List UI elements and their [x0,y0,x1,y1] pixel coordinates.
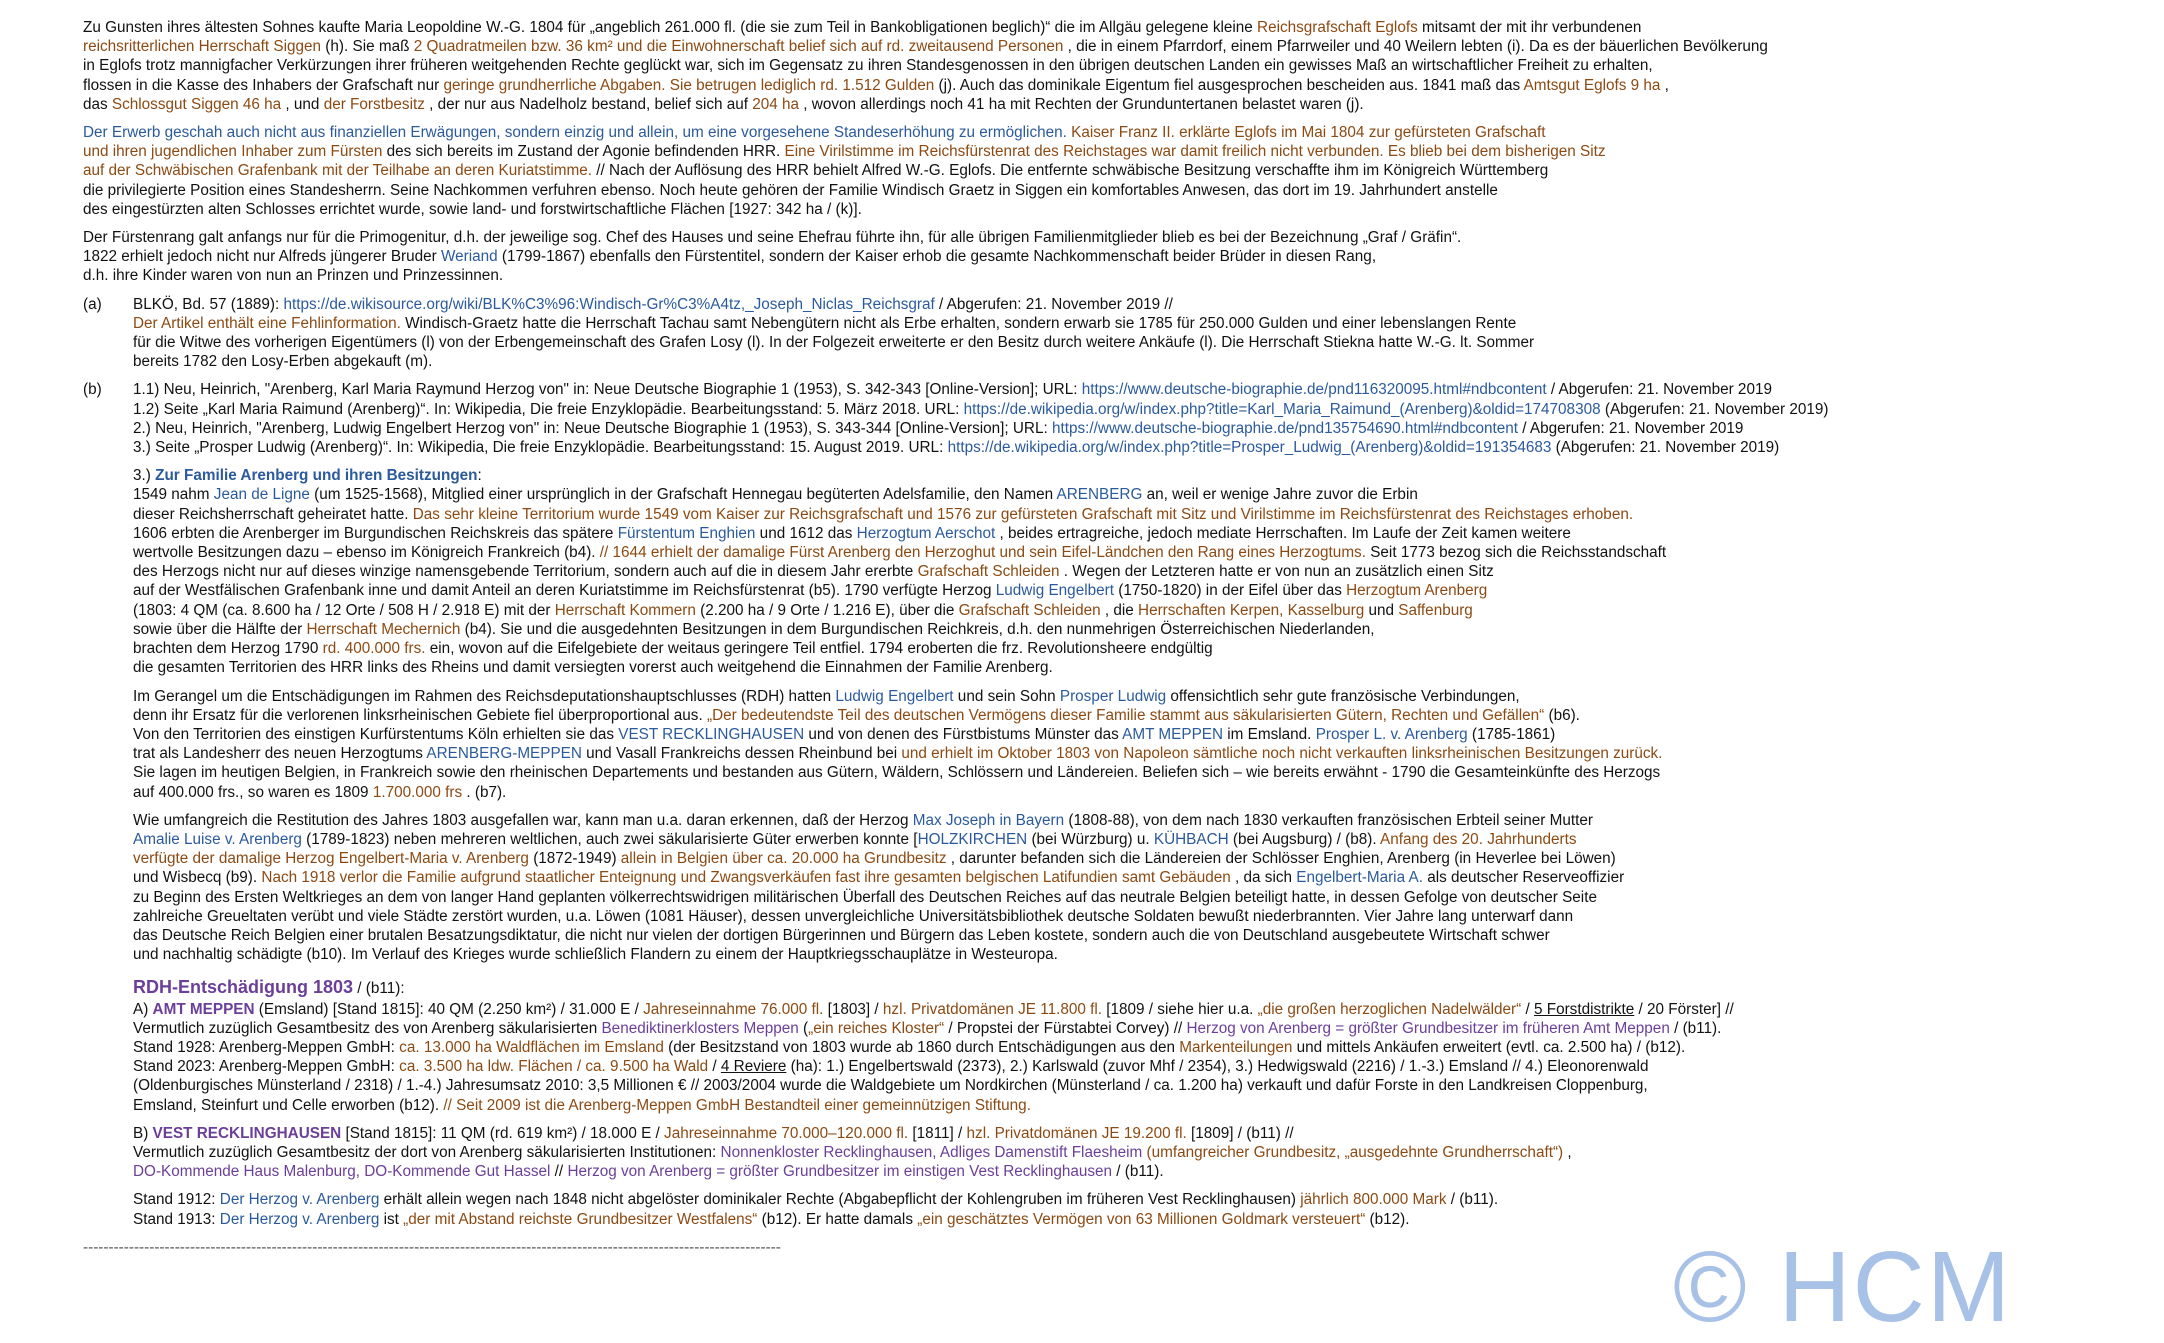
text-segment: DO-Kommende Haus Malenburg, DO-Kommende Gut Hassel [133,1163,551,1181]
text-segment: Stand 2023: Arenberg-Meppen GmbH: [133,1058,400,1076]
text-line [133,601,2143,620]
text-segment: Weriand [441,248,498,266]
text-line [133,1096,2143,1115]
text-segment: / [1521,1000,1534,1018]
text-segment: Stand 1912: [133,1191,220,1209]
text-line [133,658,2143,677]
text-segment: dieser Reichsherrschaft geheiratet hatte. [133,505,413,523]
arenberg-rdh-compensation [133,687,2143,802]
text-segment: // [550,1163,568,1181]
text-segment: ca. 13.000 ha Waldflächen im Emsland [399,1038,664,1056]
text-line [133,620,2143,639]
source-url[interactable]: https://www.deutsche-biographie.de/pnd116320095.html#ndbcontent [1081,381,1547,399]
text-segment: (b4). Sie und die ausgedehnten Besitzungen in dem Burgundischen Reichkreis, d.h. den nunmehrigen Österreichischen Niederlanden, [460,620,1375,638]
text-segment: allein in Belgien über ca. 20.000 ha Grundbesitz [620,850,947,868]
text-segment: HOLZKIRCHEN [917,830,1028,848]
text-line [133,945,2143,964]
text-segment: „der mit Abstand reichste Grundbesitzer Westfalens“ [403,1210,758,1228]
text-line [133,763,2143,782]
reference-a [83,295,2143,372]
source-url[interactable]: https://de.wikipedia.org/w/index.php?title=Prosper_Ludwig_(Arenberg)&oldid=191354683 [947,439,1552,457]
text-segment: Das sehr kleine Territorium wurde 1549 vom Kaiser zur Reichsgrafschaft und 1576 zur gefürsteten Grafschaft mit Sitz und Virilstimme im Reichsfürstenrat des Reichstages erhoben. [412,505,1634,523]
text-segment: auf 400.000 frs., so waren es 1809 [133,783,373,801]
text-segment: an, weil er wenige Jahre zuvor die Erbin [1142,486,1418,504]
source-url[interactable]: https://www.deutsche-biographie.de/pnd135754690.html#ndbcontent [1051,419,1519,437]
text-line [133,725,2143,744]
text-segment: Eine Virilstimme im Reichsfürstenrat des Reichstages war damit freilich nicht verbunden. Es blieb bei dem bisherigen Sitz [784,143,1606,161]
text-segment: (1872-1949) [528,850,621,868]
text-segment: Prosper L. v. Arenberg [1315,725,1468,743]
text-segment: (b6). [1544,706,1580,724]
text-segment: / 20 Förster] // [1634,1000,1734,1018]
text-segment: Sie lagen im heutigen Belgien, in Frankreich sowie den rheinischen Departements und bestanden aus Gütern, Wäldern, Schlössern und Ländereien. Beliefen sich – wie bereits erwähnt - 1790 die Gesamteinkünfte des Herzogs [133,764,1661,782]
text-segment: Windisch-Graetz hatte die Herrschaft Tachau samt Nebengütern nicht als Erbe erhalten, sondern erwarb sie 1785 für 250.000 Gulden und einer lebenslangen Rente [400,314,1517,332]
text-line [133,314,2143,333]
text-segment: des eingestürzten alten Schlosses errichtet wurde, sowie land- und forstwirtschaftliche Flächen [1927: 342 ha / (k)]. [83,200,862,218]
text-segment: hzl. Privatdomänen JE 11.800 fl. [882,1000,1103,1018]
text-segment: Schlossgut Siggen 46 ha [111,95,282,113]
text-segment: die gesamten Territorien des HRR links des Rheins und damit versiegten vorerst auch weitgehend die Einnahmen der Familie Arenberg. [133,659,1053,677]
text-segment: Saffenburg [1398,601,1473,619]
paragraph-princely-rank [83,228,2143,286]
text-line [133,562,2143,581]
text-segment: hzl. Privatdomänen JE 19.200 fl. [966,1124,1187,1142]
text-segment: (Oldenburgisches Münsterland / 2318) / 1.-4.) Jahresumsatz 2010: 3,5 Millionen € // 2003/2004 wurde die Waldgebiete um Nordkirchen (Münsterland / ca. 1.200 ha) verkauft und dafür Forste in den Landkreisen Cloppenburg, [133,1077,1648,1095]
text-line [133,744,2143,763]
text-segment: Von den Territorien des einstigen Kurfürstentums Köln erhielten sie das [133,725,619,743]
text-segment: Der Herzog v. Arenberg [219,1191,380,1209]
text-line [133,352,2143,371]
source-url[interactable]: https://de.wikipedia.org/w/index.php?title=Karl_Maria_Raimund_(Arenberg)&oldid=174708308 [963,400,1601,418]
text-segment: trat als Landesherr des neuen Herzogtums [133,745,427,763]
text-line [83,228,2143,247]
text-segment: „ein geschätztes Vermögen von 63 Millionen Goldmark versteuert“ [917,1210,1366,1228]
text-segment: Emsland, Steinfurt und Celle erworben (b12). [133,1096,444,1114]
text-segment: Ludwig Engelbert [995,582,1114,600]
text-segment: , wovon allerdings noch 41 ha mit Rechten der Grunduntertanen belastet waren (j). [799,95,1364,113]
text-segment: (der Besitzstand von 1803 wurde ab 1860 durch Entschädigungen aus den [663,1038,1180,1056]
text-segment: Herzogtum Arenberg [1346,582,1488,600]
text-segment: der Forstbesitz [323,95,425,113]
text-segment: auf der Westfälischen Grafenbank inne und damit Anteil an deren Kuriatstimme im Reichsfürstenrat (b5). 1790 verfügte Herzog [133,582,996,600]
copyright-watermark: © HCM [1673,1231,2013,1343]
text-segment: und mittels Ankäufen erweitert (evtl. ca. 2.500 ha) / (b12). [1292,1038,1686,1056]
text-segment: 5 Forstdistrikte [1533,1000,1635,1018]
rdh-heading-title: RDH-Entschädigung 1803 [133,977,354,998]
text-segment: Nach 1918 verlor die Familie aufgrund staatlicher Enteignung und Zwangsverkäufen fast ihre gesamten belgischen Latifundien samt Gebäuden [261,869,1231,887]
text-segment: und Vasall Frankreichs dessen Rheinbund bei [581,745,902,763]
text-segment: [1809] / (b11) // [1186,1124,1294,1142]
text-segment: [Stand 1815]: 11 QM (rd. 619 km²) / 18.000 E / [341,1124,665,1142]
text-line [133,868,2143,887]
text-segment: „die großen herzoglichen Nadelwälder“ [1257,1000,1522,1018]
text-segment: ARENBERG-MEPPEN [426,745,582,763]
text-segment: Reichsgrafschaft Eglofs [1257,19,1418,36]
text-segment: verfügte der damalige Herzog Engelbert-Maria v. Arenberg [133,850,529,868]
rdh-vest-recklinghausen [133,1124,2143,1182]
text-segment: [1811] / [908,1124,967,1142]
text-line [133,687,2143,706]
text-segment: . Wegen der Letzteren hatte er von nun an zusätzlich einen Sitz [1059,563,1494,581]
text-segment: reichsritterlichen Herrschaft Siggen [83,38,322,56]
text-segment: // 1644 erhielt der damalige Fürst Arenberg den Herzoghut und sein Eifel-Ländchen den Rang eines Herzogtums. [599,544,1366,562]
text-segment: „Der bedeutendste Teil des deutschen Vermögens dieser Familie stammt aus säkularisierten Gütern, Rechten und Gefällen“ [706,706,1545,724]
reference-a-label: (a) [83,295,102,313]
text-line [83,161,2143,180]
text-line [133,830,2143,849]
text-segment: (bei Augsburg) / (b8). [1228,830,1381,848]
text-segment: (j). Auch das dominikale Eigentum fiel ausgesprochen bescheiden aus. 1841 maß das [934,76,1524,94]
text-segment: Herzog von Arenberg = größter Grundbesitzer im einstigen Vest Recklinghausen [567,1163,1113,1181]
text-segment: Der Erwerb geschah auch nicht aus finanziellen Erwägungen, sondern einzig und allein, um eine vorgesehene Standeserhöhung zu ermöglichen. [83,124,1072,142]
text-line [133,295,2143,314]
text-segment: brachten dem Herzog 1790 [133,640,323,658]
text-line [133,907,2143,926]
text-line [83,247,2143,266]
text-segment: Max Joseph in Bayern [912,811,1065,829]
text-segment: (1808-88), von dem nach 1830 verkauften französischen Erbteil seiner Mutter [1064,811,1593,829]
text-segment: 2.) Neu, Heinrich, "Arenberg, Ludwig Engelbert Herzog von" in: Neue Deutsche Biographie 1 (1953), S. 343-344 [Online-Version]; URL: [133,419,1052,437]
text-segment: (Abgerufen: 21. November 2019) [1551,439,1780,457]
text-segment: und 1612 das [755,524,857,542]
text-segment: Grafschaft Schleiden [917,563,1060,581]
text-segment: jährlich 800.000 Mark [1300,1191,1447,1209]
text-line [133,581,2143,600]
text-segment: (1750-1820) in der Eifel über das [1113,582,1347,600]
text-segment: Seit 1773 bezog sich die Reichsstandschaft [1365,544,1667,562]
text-line [133,543,2143,562]
text-segment: Ludwig Engelbert [835,687,954,705]
text-segment: und erhielt im Oktober 1803 von Napoleon sämtliche noch nicht verkauften linksrheinischen Besitzungen zurück. [901,745,1663,763]
text-segment: Stand 1913: [133,1210,220,1228]
text-segment: Amtsgut Eglofs 9 ha [1523,76,1661,94]
text-segment: das Deutsche Reich Belgien einer brutalen Besatzungsdiktatur, die nicht nur vielen der dortigen Bürgerinnen und Bürgern das Leben kostete, sondern auch die von Deutschland ausgebeutete Wirtschaft schwer [133,926,1550,944]
text-line [83,181,2143,200]
reference-b-body [133,380,2143,973]
text-segment: (um 1525-1568), Mitglied einer ursprünglich in der Grafschaft Hennegau begüterten Adelsfamilie, den Namen [309,486,1057,504]
text-segment: Markenteilungen [1179,1038,1293,1056]
text-segment: erhält allein wegen nach 1848 nicht abgelöster dominikaler Rechte (Abgabepflicht der Kohlengruben im früheren Vest Recklinghausen) [379,1191,1301,1209]
text-segment: und ihren jugendlichen Inhaber zum Fürsten [83,143,383,161]
text-line [133,505,2143,524]
text-line [133,333,2143,352]
text-segment: als deutscher Reserveoffizier [1422,869,1625,887]
text-segment: flossen in die Kasse des Inhabers der Grafschaft nur [83,76,444,94]
text-segment: (Abgerufen: 21. November 2019) [1600,400,1829,418]
source-url[interactable]: https://de.wikisource.org/wiki/BLK%C3%96:Windisch-Gr%C3%A4tz,_Joseph_Niclas_Reichsgraf [283,295,935,313]
text-segment: Herrschaft Kommern [554,601,696,619]
text-segment: offensichtlich sehr gute französische Verbindungen, [1166,687,1520,705]
text-line [83,123,2143,142]
text-segment: A) [133,1000,153,1018]
text-segment: / Abgerufen: 21. November 2019 [1518,419,1744,437]
paragraph-eglofs-purchase [83,18,2143,114]
text-segment: 3.) Seite „Prosper Ludwig (Arenberg)“. In: Wikipedia, Die freie Enzyklopädie. Bearbeitungsstand: 15. August 2019. URL: [133,439,948,457]
text-line [133,1000,2143,1019]
text-line [83,37,2143,56]
text-segment: des sich bereits im Zustand der Agonie befindenden HRR. [382,143,785,161]
text-line [133,1210,2143,1229]
text-segment: , die [1100,601,1139,619]
text-segment: und sein Sohn [953,687,1060,705]
text-segment: geringe grundherrliche Abgaben. Sie betrugen lediglich rd. 1.512 Gulden [443,76,935,94]
text-segment: Vermutlich zuzüglich Gesamtbesitz der dort von Arenberg säkularisierten Institutionen: [133,1143,721,1161]
text-segment: Jahreseinnahme 70.000–120.000 fl. [664,1124,909,1142]
text-segment: ( [798,1019,809,1037]
text-segment: (umfangreicher Grundbesitz, „ausgedehnte Grundherrschaft“) [1146,1143,1564,1161]
text-segment: ARENBERG [1056,486,1143,504]
text-segment: sowie über die Hälfte der [133,620,307,638]
text-segment: (1789-1823) neben mehreren weltlichen, auch zwei säkularisierte Güter erwerben konnte [ [301,830,918,848]
text-segment: Vermutlich zuzüglich Gesamtbesitz des von Arenberg säkularisierten [133,1019,602,1037]
text-segment: / Propstei der Fürstabtei Corvey) // [944,1019,1187,1037]
rdh-heading [133,978,2143,998]
text-segment: AMT MEPPEN [1122,725,1224,743]
text-segment: : [477,467,482,485]
text-segment: Fürstentum Enghien [617,524,756,542]
text-segment: d.h. ihre Kinder waren von nun an Prinzen und Prinzessinnen. [83,267,504,285]
text-line [133,811,2143,830]
text-segment: Kaiser Franz II. erklärte Eglofs im Mai 1804 zur gefürsteten Grafschaft [1071,124,1546,142]
rdh-amt-meppen [133,1000,2143,1115]
text-segment: wertvolle Besitzungen dazu – ebenso im Königreich Frankreich (b4). [133,544,600,562]
text-segment: Herrschaften Kerpen, Kasselburg [1138,601,1365,619]
text-segment: Wie umfangreich die Restitution des Jahres 1803 ausgefallen war, kann man u.a. daran erkennen, daß der Herzog [133,811,913,829]
text-line [83,200,2143,219]
text-line [133,1143,2143,1162]
text-segment: BLKÖ, Bd. 57 (1889): [133,295,284,313]
text-line [133,485,2143,504]
arenberg-section-heading [133,466,2143,485]
text-segment: Stand 1928: Arenberg-Meppen GmbH: [133,1038,400,1056]
text-segment: , [1563,1143,1572,1161]
text-segment: Nonnenkloster Recklinghausen, Adliges Damenstift Flaesheim [720,1143,1143,1161]
text-segment: (b12). [1365,1210,1410,1228]
reference-b [83,380,2143,973]
text-segment: Der Fürstenrang galt anfangs nur für die Primogenitur, d.h. der jeweilige sog. Chef des Hauses und seine Ehefrau führte ihn, für alle übrigen Familienmitglieder blieb es bei der Bezeichnung „Graf / Gräfin“. [83,229,1462,247]
text-segment: (bei Würzburg) u. [1027,830,1154,848]
text-segment: Amalie Luise v. Arenberg [133,830,302,848]
text-line [133,888,2143,907]
reference-a-body [133,295,2143,372]
text-segment: 3.) [133,467,156,485]
rdh-section [133,978,2143,1228]
text-segment: (ha): 1.) Engelbertswald (2373), 2.) Karlswald (zuvor Mhf / 2354), 3.) Hedwigswald (2216) / 1.-3.) Emsland // 4.) Eleonorenwald [786,1058,1649,1076]
text-segment: zahlreiche Greueltaten verübt und viele Städte zerstört wurden, u.a. Löwen (1081 Häuser), dessen unvergleichliche Universitätsbibliothek deutsche Soldaten bewußt niederbrannten. Vier Jahre lang unterwarf dann [133,907,1574,925]
text-segment: / (b11). [1112,1163,1164,1181]
text-segment: (1785-1861) [1467,725,1556,743]
text-line [83,142,2143,161]
text-line [133,1190,2143,1209]
text-segment: denn ihr Ersatz für die verlorenen linksrheinischen Gebiete fiel überproportional aus. [133,706,707,724]
arenberg-family-history [133,485,2143,677]
text-segment: und von denen des Fürstbistums Münster das [804,725,1123,743]
text-segment: VEST RECKLINGHAUSEN [618,725,805,743]
text-segment: , [1660,76,1669,94]
text-line [133,639,2143,658]
text-segment: // Seit 2009 ist die Arenberg-Meppen GmbH Bestandteil einer gemeinnützigen Stiftung. [443,1096,1031,1114]
text-segment: Prosper Ludwig [1059,687,1167,705]
text-line [133,419,2143,438]
text-segment: (2.200 ha / 9 Orte / 1.216 E), über die [695,601,959,619]
text-segment: im Emsland. [1223,725,1316,743]
text-segment: (b12). Er hatte damals [757,1210,918,1228]
text-segment: 1.700.000 frs [372,783,463,801]
text-line [133,438,2143,457]
text-line [133,400,2143,419]
text-segment: Der Herzog v. Arenberg [219,1210,380,1228]
text-segment: Herzogtum Aerschot [856,524,996,542]
text-segment: rd. 400.000 frs. [322,640,426,658]
text-segment: ist [379,1210,404,1228]
rdh-status-1912-1913 [133,1190,2143,1228]
text-segment: auf der Schwäbischen Grafenbank mit der Teilhabe an deren Kuriatstimme. [83,162,593,180]
text-segment: 1.2) Seite „Karl Maria Raimund (Arenberg)“. In: Wikipedia, Die freie Enzyklopädie. Bearbeitungsstand: 5. März 2018. URL: [133,400,964,418]
text-line [83,76,2143,95]
text-line [83,18,2143,37]
text-segment: / Abgerufen: 21. November 2019 [1546,381,1772,399]
text-segment: , der nur aus Nadelholz bestand, belief sich auf [424,95,753,113]
text-segment: / [708,1058,721,1076]
text-line [83,266,2143,285]
text-line [133,524,2143,543]
text-segment: (1799-1867) ebenfalls den Fürstentitel, sondern der Kaiser erhob die gesamte Nachkommenschaft beider Brüder in diesen Rang, [497,248,1377,266]
text-segment: bereits 1782 den Losy-Erben abgekauft (m). [133,353,433,371]
text-segment: / Abgerufen: 21. November 2019 // [934,295,1173,313]
text-segment: ein, wovon auf die Eifelgebiete der weitaus geringere Teil entfiel. 1794 eroberten die frz. Revolutionsheere endgültig [425,640,1213,658]
reference-b-sources [133,380,2143,457]
text-line [133,1019,2143,1038]
text-segment: 2 Quadratmeilen bzw. 36 km² und die Einwohnerschaft belief sich auf rd. zweitausend Personen [413,38,1064,56]
text-line [133,926,2143,945]
text-segment: Zur Familie Arenberg und ihren Besitzungen [155,467,478,485]
arenberg-restitution [133,811,2143,965]
text-segment: , die in einem Pfarrdorf, einem Pfarrweiler und 40 Weilern lebten (i). Da es der bäuerlichen Bevölkerung [1063,38,1768,56]
text-segment: [1803] / [823,1000,883,1018]
text-segment: , darunter befanden sich die Ländereien der Schlösser Enghien, Arenberg (in Heverlee bei Löwen) [946,850,1616,868]
text-segment: (1803: 4 QM (ca. 8.600 ha / 12 Orte / 508 H / 2.918 E) mit der [133,601,555,619]
text-segment: und nachhaltig schädigte (b10). Im Verlauf des Krieges wurde schließlich Flandern zu einem der Hauptkriegsschauplätze in Westeuropa. [133,946,1058,964]
text-segment: VEST RECKLINGHAUSEN [152,1124,342,1142]
text-segment: ca. 3.500 ha ldw. Flächen / ca. 9.500 ha Wald [399,1058,709,1076]
text-segment: (Emsland) [Stand 1815]: 40 QM (2.250 km²) / 31.000 E / [254,1000,644,1018]
text-line [83,56,2143,75]
text-line [83,95,2143,114]
text-segment: Jahreseinnahme 76.000 fl. [643,1000,824,1018]
text-segment: Grafschaft Schleiden [958,601,1101,619]
text-segment: Der Artikel enthält eine Fehlinformation. [133,314,401,332]
text-segment: / (b11). [1446,1191,1499,1209]
text-segment: 4 Reviere [720,1058,787,1076]
text-segment: , da sich [1230,869,1297,887]
text-segment: 1822 erhielt jedoch nicht nur Alfreds jüngerer Bruder [83,248,441,266]
text-line [133,849,2143,868]
text-segment: mitsamt der mit ihr verbundenen [1417,19,1642,36]
text-segment: Im Gerangel um die Entschädigungen im Rahmen des Reichsdeputationshauptschlusses (RDH) hatten [133,687,836,705]
text-segment: und [1364,601,1399,619]
text-segment: Zu Gunsten ihres ältesten Sohnes kaufte Maria Leopoldine W.-G. 1804 für „angeblich 261.000 fl. (die sie zum Teil in Bankobligationen beglich)“ die im Allgäu gelegene kleine [83,19,1258,36]
text-segment: Herrschaft Mechernich [306,620,461,638]
text-segment: KÜHBACH [1153,830,1229,848]
text-line [133,1162,2143,1181]
text-segment: Herzog von Arenberg = größter Grundbesitzer im früheren Amt Meppen [1186,1019,1670,1037]
text-segment: Jean de Ligne [213,486,310,504]
text-segment: [1809 / siehe hier u.a. [1102,1000,1258,1018]
rdh-heading-suffix: / (b11): [353,980,405,998]
text-segment: 204 ha [752,95,800,113]
text-segment: für die Witwe des vorherigen Eigentümers (l) von der Erbengemeinschaft des Grafen Losy (l). In der Folgezeit erweiterte er den Besitz durch weitere Ankäufe (l). Die Herrschaft Stiekna hatte W.-G. lt. Sommer [133,334,1535,352]
text-line [133,783,2143,802]
text-line [133,1076,2143,1095]
reference-b-label: (b) [83,381,102,399]
text-segment: und Wisbecq (b9). [133,869,262,887]
text-line [133,706,2143,725]
text-segment: 1.1) Neu, Heinrich, "Arenberg, Karl Maria Raymund Herzog von" in: Neue Deutsche Biographie 1 (1953), S. 342-343 [Online-Version]; URL: [133,381,1082,399]
text-line [133,380,2143,399]
paragraph-elevation-prince [83,123,2143,219]
text-segment: . (b7). [462,783,507,801]
text-segment: // Nach der Auflösung des HRR behielt Alfred W.-G. Eglofs. Die entfernte schwäbische Besitzung verschaffte ihm im Königreich Württemberg [592,162,1549,180]
text-segment: Anfang des 20. Jahrhunderts [1380,830,1577,848]
text-segment: Benediktinerklosters Meppen [601,1019,799,1037]
separator-line: ----------------------------------------------------------------------------------------------------------------------------------------- [83,1238,781,1256]
text-segment: das [83,95,112,113]
text-segment: des Herzogs nicht nur auf dieses winzige namensgebende Territorium, sondern auch auf die in diesem Jahr ererbte [133,563,918,581]
text-segment: Engelbert-Maria A. [1296,869,1423,887]
text-segment: 1549 nahm [133,486,214,504]
text-segment: , beides ertragreiche, jedoch mediate Herrschaften. Im Laufe der Zeit kamen weitere [995,524,1571,542]
text-segment: B) [133,1124,153,1142]
text-segment: AMT MEPPEN [152,1000,255,1018]
text-segment: die privilegierte Position eines Standesherrn. Seine Nachkommen verfuhren ebenso. Noch heute gehören der Familie Windisch Graetz in Siggen ein komfortables Anwesen, das dort im 19. Jahrhundert anstelle [83,181,1498,199]
text-segment: 1606 erbten die Arenberger im Burgundischen Reichskreis das spätere [133,524,618,542]
text-line [133,1057,2143,1076]
text-segment: in Eglofs trotz mannigfacher Verkürzungen ihrer früheren weitgehenden Rechte geglückt war, sich im Gegensatz zu ihren Standesgenossen in den übrigen deutschen Landen ein gewisses Maß an wirtschaftlicher Freiheit zu erhalten, [83,57,1653,75]
document-page [83,18,2143,1257]
text-line [133,1038,2143,1057]
text-segment: (h). Sie maß [321,38,414,56]
text-segment: „ein reiches Kloster“ [808,1019,945,1037]
text-line [133,1124,2143,1143]
text-segment: zu Beginn des Ersten Weltkrieges an dem von langer Hand geplanten völkerrechtswidrigen militärischen Überfall des Deutschen Reiches auf das neutrale Belgien beteiligt hatte, in dessen Gefolge von deutscher Seite [133,888,1597,906]
text-segment: , und [281,95,324,113]
text-segment: / (b11). [1669,1019,1722,1037]
